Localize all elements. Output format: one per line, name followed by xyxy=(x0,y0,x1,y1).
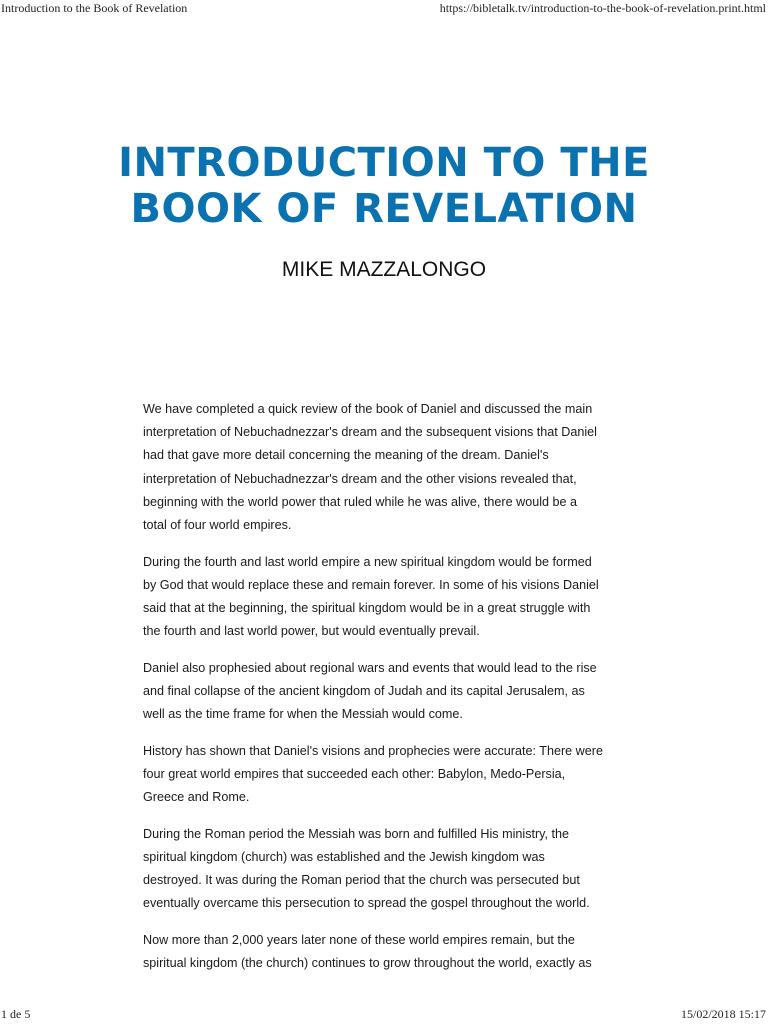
paragraph-line: Now more than 2,000 years later none of these world empires remain, but the xyxy=(143,933,575,948)
article-paragraph xyxy=(143,740,633,810)
article-paragraph xyxy=(143,657,633,727)
paragraph-line: Daniel also prophesied about regional wars and events that would lead to the rise xyxy=(143,660,597,675)
paragraph-line: History has shown that Daniel's visions and prophecies were accurate: There were xyxy=(143,743,603,758)
paragraph-line: four great world empires that succeeded each other: Babylon, Medo-Persia, xyxy=(143,767,566,782)
print-timestamp: 15/02/2018 15:17 xyxy=(680,1007,766,1021)
paragraph-line: spiritual kingdom (the church) continues to grow throughout the world, exactly as xyxy=(143,956,592,971)
article-title-line: BOOK OF REVELATION xyxy=(130,186,638,232)
paragraph-line: interpretation of Nebuchadnezzar's dream and the subsequent visions that Daniel xyxy=(143,425,597,440)
paragraph-line: We have completed a quick review of the book of Daniel and discussed the main xyxy=(143,402,593,416)
paragraph-line: Greece and Rome. xyxy=(143,790,250,805)
article-author: MIKE MAZZALONGO xyxy=(281,258,487,281)
article-paragraph xyxy=(143,551,633,644)
print-footer xyxy=(0,1006,768,1022)
paragraph-line: by God that would replace these and remain forever. In some of his visions Daniel xyxy=(143,577,599,592)
paragraph-line: During the Roman period the Messiah was born and fulfilled His ministry, the xyxy=(143,826,570,841)
paragraph-line: During the fourth and last world empire a new spiritual kingdom would be formed xyxy=(143,554,592,569)
paragraph-line: interpretation of Nebuchadnezzar's dream and the other visions revealed that, xyxy=(143,471,577,486)
paragraph-line: total of four world empires. xyxy=(143,518,292,533)
paragraph-line: well as the time frame for when the Messiah would come. xyxy=(143,707,463,722)
article-title-line: INTRODUCTION TO THE xyxy=(118,140,650,186)
paragraph-line: beginning with the world power that ruled while he was alive, there would be a xyxy=(143,494,578,509)
paragraph-line: said that at the beginning, the spiritual kingdom would be in a great struggle with xyxy=(143,601,591,616)
article-paragraph xyxy=(143,823,633,916)
paragraph-line: destroyed. It was during the Roman period that the church was persecuted but xyxy=(143,873,580,888)
print-page-number: 1 de 5 xyxy=(1,1007,31,1021)
print-page-title: Introduction to the Book of Revelation xyxy=(1,1,188,15)
paragraph-line: had that gave more detail concerning the meaning of the dream. Daniel's xyxy=(143,448,549,463)
article-paragraph xyxy=(143,929,633,975)
article-body xyxy=(143,398,633,989)
paragraph-line: and final collapse of the ancient kingdom of Judah and its capital Jerusalem, as xyxy=(143,684,585,699)
article-title xyxy=(0,140,768,232)
print-header xyxy=(0,0,768,16)
print-url: https://bibletalk.tv/introduction-to-the-book-of-revelation.print.html xyxy=(439,1,766,15)
paragraph-line: the fourth and last world power, but would eventually prevail. xyxy=(143,624,480,639)
article-paragraph xyxy=(143,398,633,537)
paragraph-line: spiritual kingdom (church) was established and the Jewish kingdom was xyxy=(143,850,545,865)
paragraph-line: eventually overcame this persecution to spread the gospel throughout the world. xyxy=(143,896,590,911)
